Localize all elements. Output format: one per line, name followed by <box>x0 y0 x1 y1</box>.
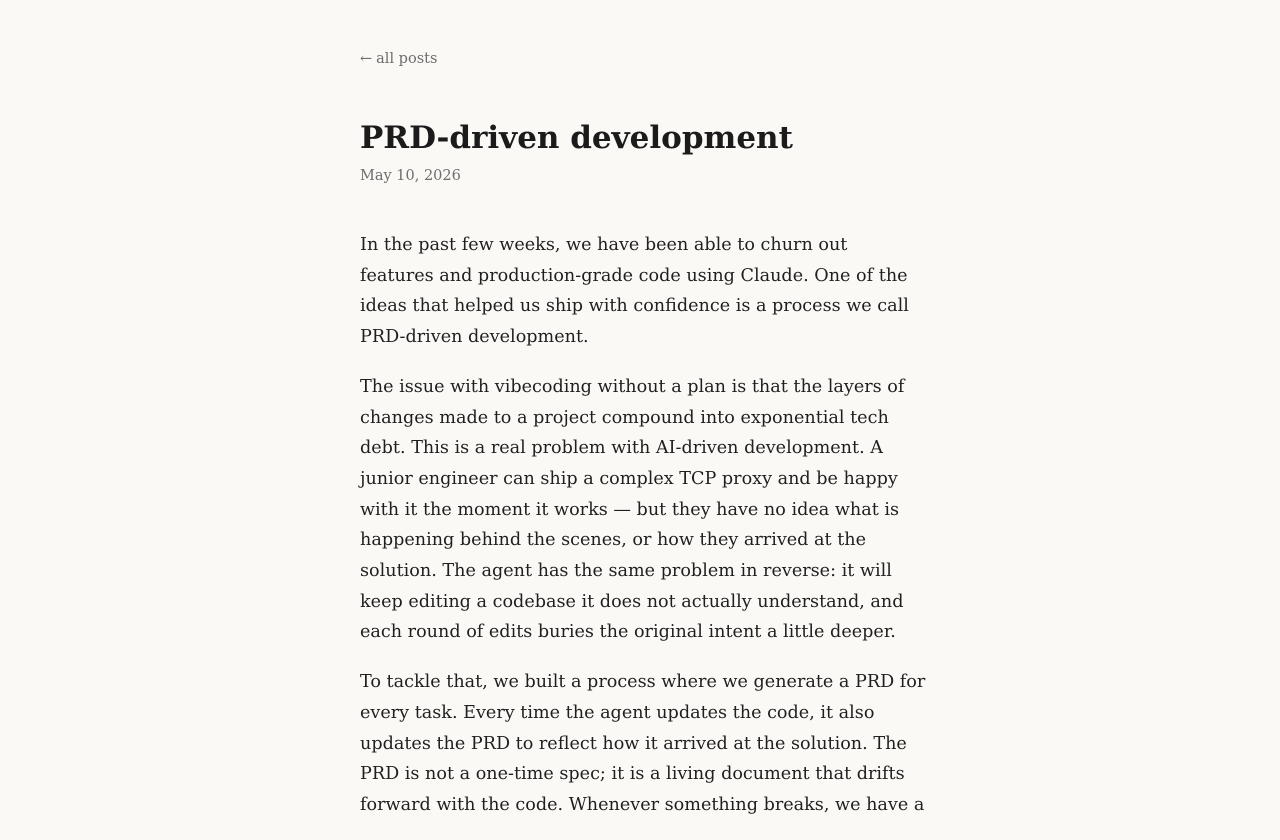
post-date: May 10, 2026 <box>360 168 461 184</box>
post-title: PRD-driven development <box>360 120 793 156</box>
left-arrow-icon: ← <box>360 51 373 67</box>
back-link-label: all posts <box>376 51 438 67</box>
back-to-all-posts-link[interactable] <box>360 51 437 67</box>
post-body <box>360 230 926 840</box>
paragraph-1: In the past few weeks, we have been able to churn out features and production-grade code using Claude. One of the ideas that helped us ship with confidence is a process we call PRD-driven development. <box>360 235 909 348</box>
paragraph-3: To tackle that, we built a process where we generate a PRD for every task. Every time the agent updates the code, it also updates the PRD to reflect how it arrived at the solution. The PRD is not a one-time spec; it is a living document that drifts forward with the code. Whenever something breaks, we have a <box>360 672 926 815</box>
paragraph-2: The issue with vibecoding without a plan is that the layers of changes made to a project compound into exponential tech debt. This is a real problem with AI-driven development. A junior engineer can ship a complex TCP proxy and be happy with it the moment it works — but they have no idea what is happening behind the scenes, or how they arrived at the solution. The agent has the same problem in reverse: it will keep editing a codebase it does not actually understand, and each round of edits buries the original intent a little deeper. <box>360 376 905 643</box>
